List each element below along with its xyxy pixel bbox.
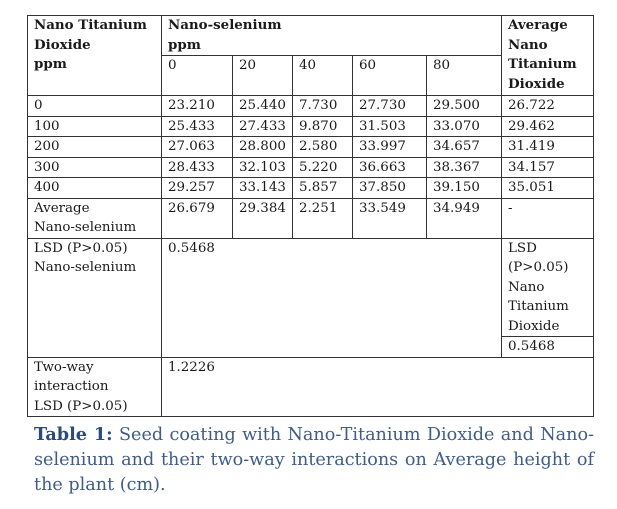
table-cell: 27.433 <box>233 116 293 137</box>
lsd-selenium-label <box>28 238 162 357</box>
table-cell: 36.663 <box>353 157 427 178</box>
lsd-titanium-label-line: Nano <box>508 279 545 295</box>
average-cell: 29.384 <box>233 198 293 238</box>
average-selenium-row <box>28 198 594 238</box>
table-cell: 25.440 <box>233 96 293 117</box>
caption-label: Table 1: <box>34 424 113 445</box>
table-row <box>28 116 594 137</box>
interaction-label <box>28 357 162 417</box>
avg-titanium-header-line: Average <box>508 17 568 33</box>
table-cell: 33.143 <box>233 178 293 199</box>
avg-titanium-header <box>502 16 594 96</box>
col-factor-header-line: Nano-selenium <box>168 17 282 33</box>
avg-titanium-header-line: Dioxide <box>508 75 565 92</box>
lsd-titanium-value: 0.5468 <box>502 337 594 358</box>
average-cell: 2.251 <box>293 198 353 238</box>
row-label: 400 <box>28 178 162 199</box>
lsd-selenium-label-line: Nano-selenium <box>34 260 137 275</box>
interaction-label-line: interaction <box>34 379 109 394</box>
row-average: 26.722 <box>502 96 594 117</box>
table-cell: 33.997 <box>353 137 427 158</box>
average-overall-cell: - <box>502 198 594 238</box>
table-cell: 28.800 <box>233 137 293 158</box>
table-cell: 2.580 <box>293 137 353 158</box>
interaction-label-line: Two-way <box>34 359 94 375</box>
row-label: 300 <box>28 157 162 178</box>
lsd-selenium-label-line: LSD (P>0.05) <box>34 240 128 256</box>
col-factor-header-line: ppm <box>168 36 201 53</box>
interaction-row <box>28 357 594 417</box>
table-cell: 27.730 <box>353 96 427 117</box>
table-cell: 27.063 <box>162 137 233 158</box>
level-header: 40 <box>293 56 353 96</box>
avg-titanium-header-line: Nano <box>508 36 548 53</box>
level-header: 0 <box>162 56 233 96</box>
table-cell: 29.500 <box>427 96 502 117</box>
row-average: 29.462 <box>502 116 594 137</box>
row-factor-header <box>28 16 162 96</box>
level-header: 80 <box>427 56 502 96</box>
table-cell: 38.367 <box>427 157 502 178</box>
interaction-label-line: LSD (P>0.05) <box>34 398 128 414</box>
table-cell: 25.433 <box>162 116 233 137</box>
average-selenium-label <box>28 198 162 238</box>
lsd-titanium-label-line: (P>0.05) <box>508 260 569 275</box>
table-cell: 29.257 <box>162 178 233 199</box>
lsd-titanium-label <box>502 238 594 337</box>
avg-titanium-header-line: Titanium <box>508 56 577 72</box>
table-cell: 5.857 <box>293 178 353 199</box>
row-average: 35.051 <box>502 178 594 199</box>
table-row <box>28 178 594 199</box>
results-table <box>27 15 594 417</box>
average-cell: 34.949 <box>427 198 502 238</box>
level-header: 20 <box>233 56 293 96</box>
table-cell: 9.870 <box>293 116 353 137</box>
row-label: 200 <box>28 137 162 158</box>
row-factor-header-line: ppm <box>34 56 67 72</box>
table-cell: 7.730 <box>293 96 353 117</box>
average-cell: 26.679 <box>162 198 233 238</box>
row-label: 0 <box>28 96 162 117</box>
table-cell: 33.070 <box>427 116 502 137</box>
lsd-titanium-label-line: Titanium <box>508 299 569 314</box>
lsd-row <box>28 238 594 337</box>
table-row <box>28 96 594 117</box>
table-cell: 34.657 <box>427 137 502 158</box>
table-row <box>28 137 594 158</box>
col-factor-header <box>162 16 502 56</box>
lsd-titanium-label-line: Dioxide <box>508 318 560 334</box>
row-factor-header-line: Dioxide <box>34 36 91 53</box>
table-cell: 23.210 <box>162 96 233 117</box>
row-average: 34.157 <box>502 157 594 178</box>
table-caption <box>34 422 594 498</box>
table-cell: 5.220 <box>293 157 353 178</box>
average-selenium-label-line: Nano-selenium <box>34 220 137 235</box>
interaction-value: 1.2226 <box>162 357 594 417</box>
table-cell: 39.150 <box>427 178 502 199</box>
row-label: 100 <box>28 116 162 137</box>
level-header: 60 <box>353 56 427 96</box>
caption-text: Seed coating with Nano-Titanium Dioxide and Nano-selenium and their two-way interactions on Average height of the plant (cm). <box>34 425 594 495</box>
row-factor-header-line: Nano Titanium <box>34 17 147 33</box>
table-cell: 32.103 <box>233 157 293 178</box>
row-average: 31.419 <box>502 137 594 158</box>
lsd-titanium-label-line: LSD <box>508 240 537 256</box>
table-cell: 31.503 <box>353 116 427 137</box>
header-row-top <box>28 16 594 56</box>
table-cell: 28.433 <box>162 157 233 178</box>
table-row <box>28 157 594 178</box>
lsd-selenium-value: 0.5468 <box>162 238 502 357</box>
average-cell: 33.549 <box>353 198 427 238</box>
average-selenium-label-line: Average <box>34 200 90 216</box>
table-cell: 37.850 <box>353 178 427 199</box>
